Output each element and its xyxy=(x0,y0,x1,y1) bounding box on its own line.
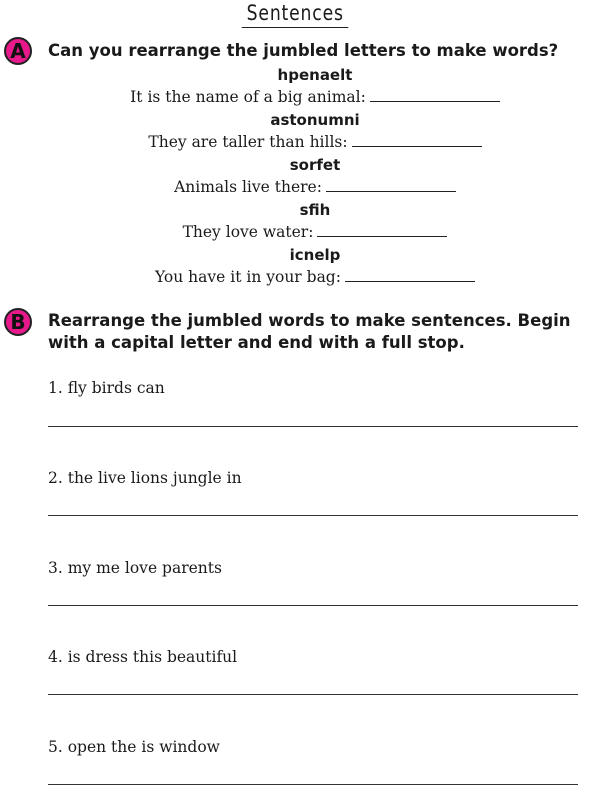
section-a-instruction: Can you rearrange the jumbled letters to make words? xyxy=(48,41,559,60)
jumbled-sentence: 1. fly birds can xyxy=(48,379,165,397)
answer-blank[interactable] xyxy=(352,132,482,147)
clue-line xyxy=(0,131,590,154)
section-a-list xyxy=(0,64,590,289)
page-title-text: Sentences xyxy=(242,0,349,28)
answer-blank[interactable] xyxy=(345,267,475,282)
clue-text: They love water: xyxy=(182,223,314,241)
jumbled-word: hpenaelt xyxy=(277,66,353,84)
answer-blank[interactable] xyxy=(317,222,447,237)
section-b-instruction-line2: with a capital letter and end with a full stop. xyxy=(48,333,465,352)
answer-line[interactable] xyxy=(48,784,578,785)
answer-blank[interactable] xyxy=(326,177,456,192)
jumbled-sentence: 2. the live lions jungle in xyxy=(48,469,242,487)
jumbled-word: icnelp xyxy=(289,246,341,264)
clue-line xyxy=(0,266,590,289)
clue-line xyxy=(0,176,590,199)
clue-line xyxy=(0,86,590,109)
section-b-instruction xyxy=(48,310,571,354)
jumbled-sentence: 3. my me love parents xyxy=(48,559,222,577)
page-title xyxy=(0,0,590,28)
clue-line xyxy=(0,221,590,244)
answer-blank[interactable] xyxy=(370,87,500,102)
jumbled-word: sfih xyxy=(299,201,331,219)
answer-line[interactable] xyxy=(48,605,578,606)
jumbled-word: sorfet xyxy=(289,156,341,174)
section-b-badge xyxy=(4,308,32,336)
clue-text: It is the name of a big animal: xyxy=(130,88,366,106)
section-b-badge-letter: B xyxy=(10,310,26,334)
section-b-instruction-line1: Rearrange the jumbled words to make sentences. Begin xyxy=(48,311,571,330)
section-a-badge xyxy=(4,37,32,65)
jumbled-sentence: 4. is dress this beautiful xyxy=(48,648,238,666)
jumbled-word: astonumni xyxy=(270,111,360,129)
clue-text: Animals live there: xyxy=(174,178,322,196)
answer-line[interactable] xyxy=(48,515,578,516)
answer-line[interactable] xyxy=(48,694,578,695)
clue-text: You have it in your bag: xyxy=(155,268,341,286)
section-a-badge-letter: A xyxy=(10,39,26,63)
jumbled-sentence: 5. open the is window xyxy=(48,738,220,756)
clue-text: They are taller than hills: xyxy=(148,133,348,151)
answer-line[interactable] xyxy=(48,426,578,427)
